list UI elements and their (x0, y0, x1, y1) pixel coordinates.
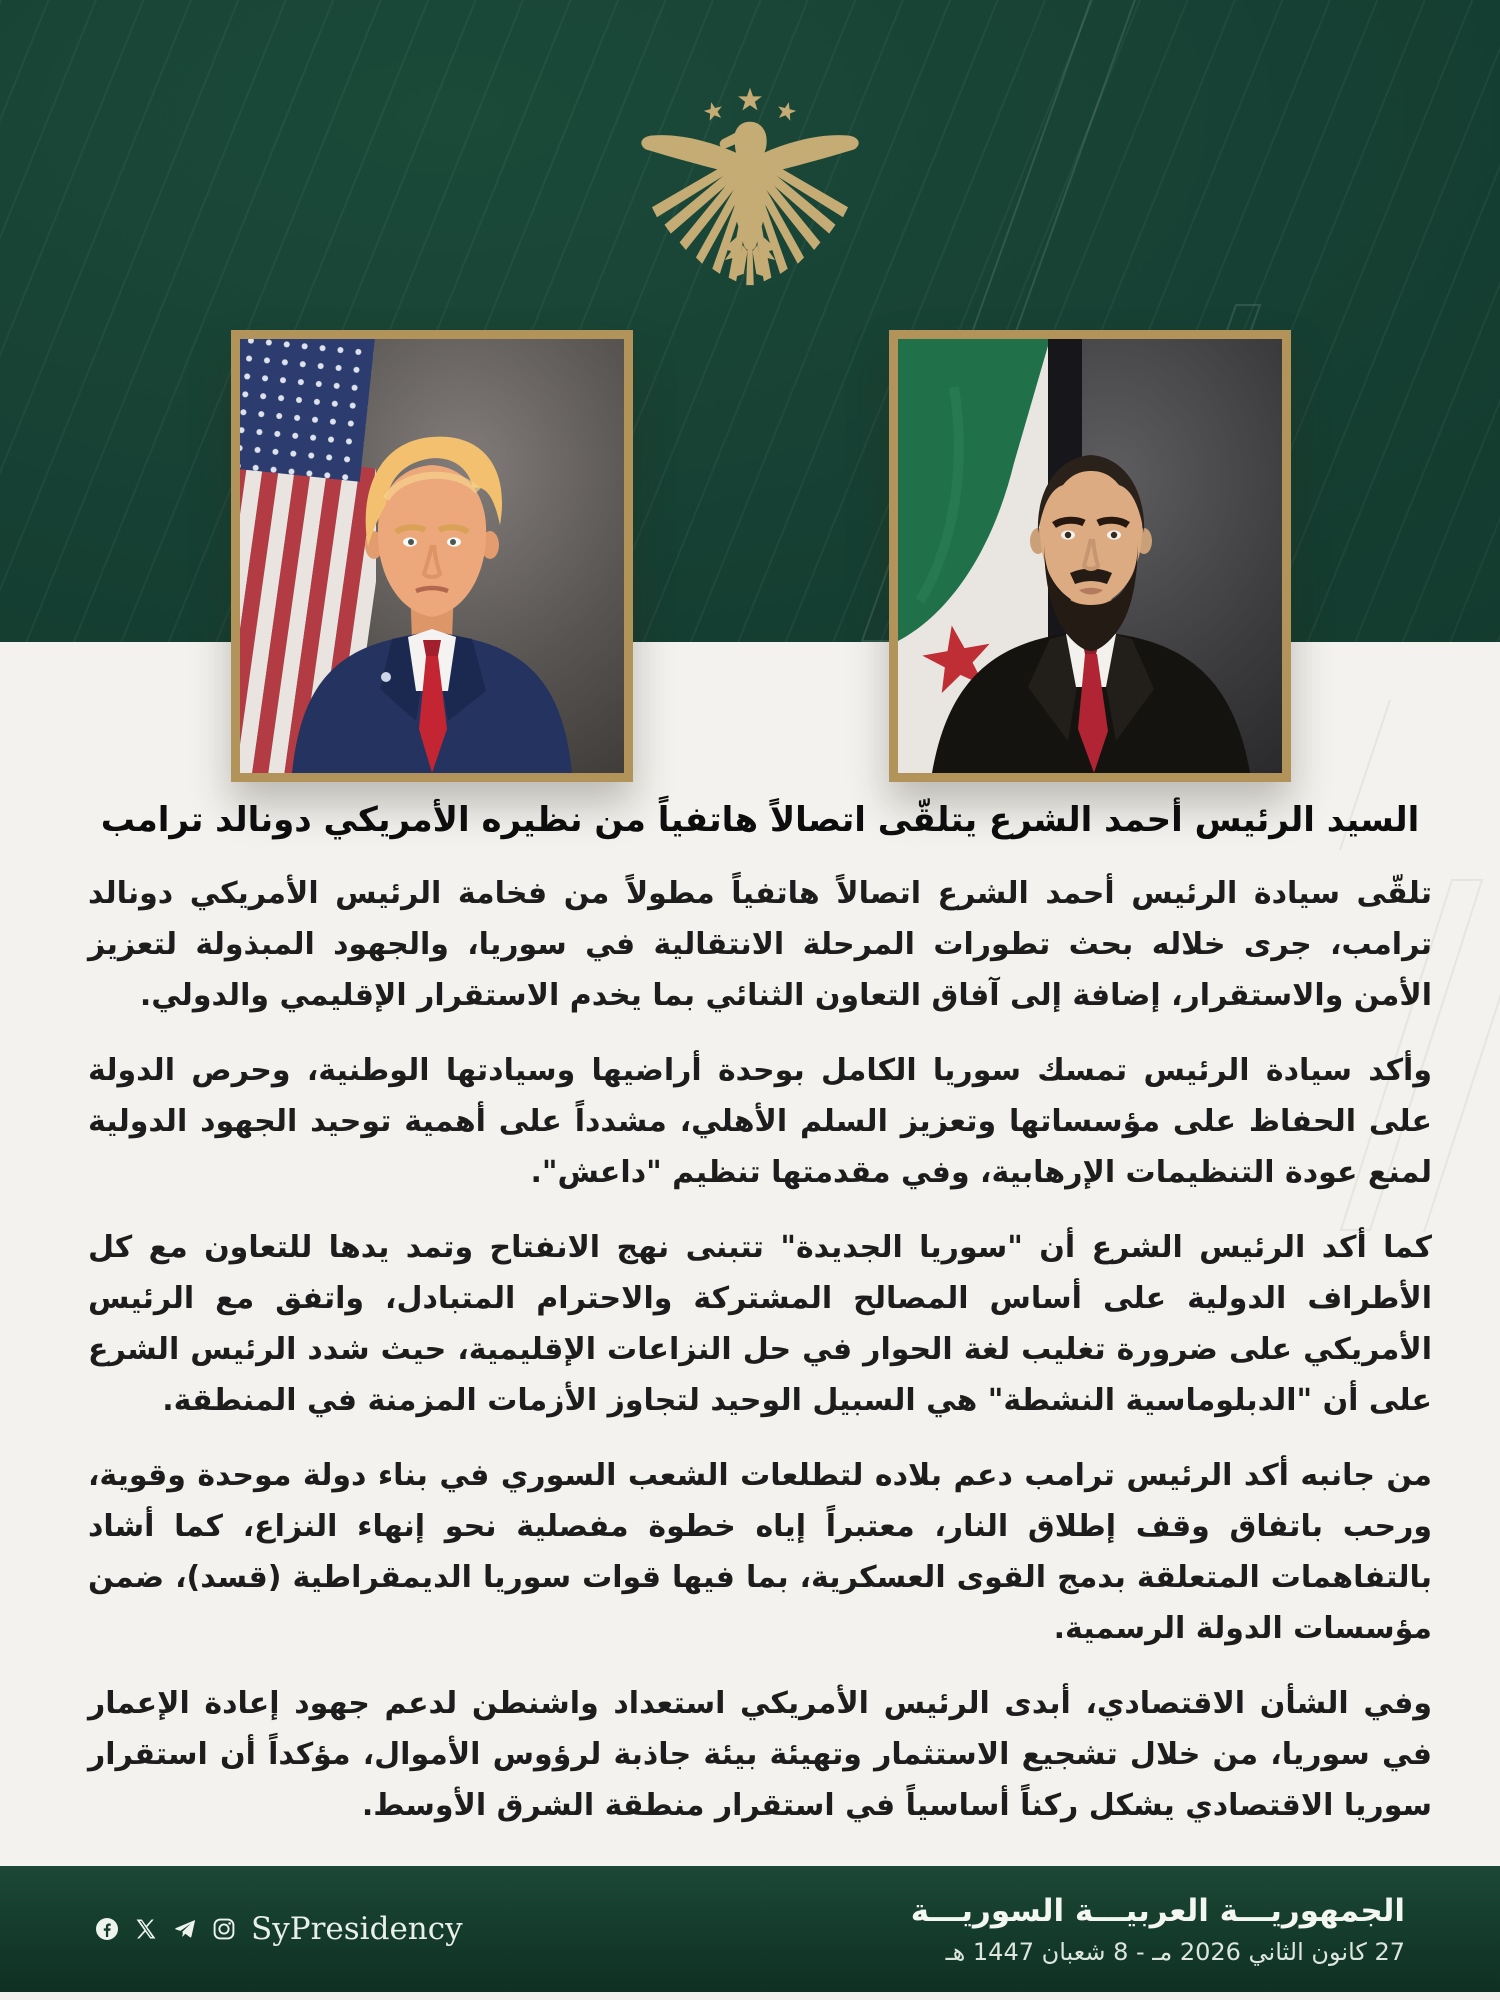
telegram-icon (173, 1917, 197, 1941)
statement-body (88, 800, 1432, 1831)
star-icon (776, 100, 798, 122)
lapel-pin (381, 672, 391, 682)
facebook-icon (95, 1917, 119, 1941)
x-icon (134, 1917, 158, 1941)
bottom-strip (0, 1992, 1500, 2000)
headline: السيد الرئيس أحمد الشرع يتلقّى اتصالاً هاتفياً من نظيره الأمريكي دونالد ترامب (100, 800, 1420, 840)
paragraph-4: من جانبه أكد الرئيس ترامب دعم بلاده لتطلعات الشعب السوري في بناء دولة موحدة وقوية، ورحب باتفاق وقف إطلاق النار، معتبراً إياه خطوة مفصلية نحو إنهاء النزاع، كما أشاد بالتفاهمات المتعلقة بدمج القوى العسكرية، بما فيها قوات سوريا الديمقراطية (قسد)، ضمن مؤسسات الدولة الرسمية. (88, 1458, 1432, 1646)
paragraph-1: تلقّى سيادة الرئيس أحمد الشرع اتصالاً هاتفياً مطولاً من فخامة الرئيس الأمريكي دونالد ترامب، جرى خلاله بحث تطورات المرحلة الانتقالية في سوريا، والجهود المبذولة لتعزيز الأمن والاستقرار، إضافة إلى آفاق التعاون الثنائي بما يخدم الاستقرار الإقليمي والدولي. (88, 876, 1432, 1013)
instagram-icon (212, 1917, 236, 1941)
footer-bar (0, 1866, 1500, 1992)
social-row (95, 1911, 489, 1947)
portrait-sharaa (889, 330, 1291, 782)
syrian-eagle-emblem (624, 84, 876, 304)
star-icon (738, 88, 762, 111)
official-block (911, 1893, 1405, 1966)
paragraph-2: وأكد سيادة الرئيس تمسك سوريا الكامل بوحدة أراضيها وسيادتها الوطنية، وحرص الدولة على الحفاظ على مؤسساتها وتعزيز السلم الأهلي، مشدداً على أهمية توحيد الجهود الدولية لمنع عودة التنظيمات الإرهابية، وفي مقدمتها تنظيم "داعش". (88, 1053, 1432, 1190)
account-handle: SyPresidency (251, 1911, 463, 1947)
star-icon (702, 100, 724, 122)
eagle-body (641, 122, 858, 285)
date-line: 27 كانون الثاني 2026 مـ - 8 شعبان 1447 هـ (945, 1937, 1405, 1966)
country-name: الجمهوريـــة العربيـــة السوريـــة (910, 1892, 1405, 1929)
portrait-trump (231, 330, 633, 782)
paragraph-5: وفي الشأن الاقتصادي، أبدى الرئيس الأمريكي استعداد واشنطن لدعم جهود إعادة الإعمار في سوريا، من خلال تشجيع الاستثمار وتهيئة بيئة جاذبة لرؤوس الأموال، مؤكداً أن استقرار سوريا الاقتصادي يشكل ركناً أساسياً في استقرار منطقة الشرق الأوسط. (88, 1686, 1432, 1823)
paragraph-3: كما أكد الرئيس الشرع أن "سوريا الجديدة" تتبنى نهج الانفتاح وتمد يدها للتعاون مع كل الأطراف الدولية على أساس المصالح المشتركة والاحترام المتبادل، واتفق مع الرئيس الأمريكي على ضرورة تغليب لغة الحوار في حل النزاعات الإقليمية، حيث شدد الرئيس الشرع على أن "الدبلوماسية النشطة" هي السبيل الوحيد لتجاوز الأزمات المزمنة في المنطقة. (88, 1230, 1432, 1418)
